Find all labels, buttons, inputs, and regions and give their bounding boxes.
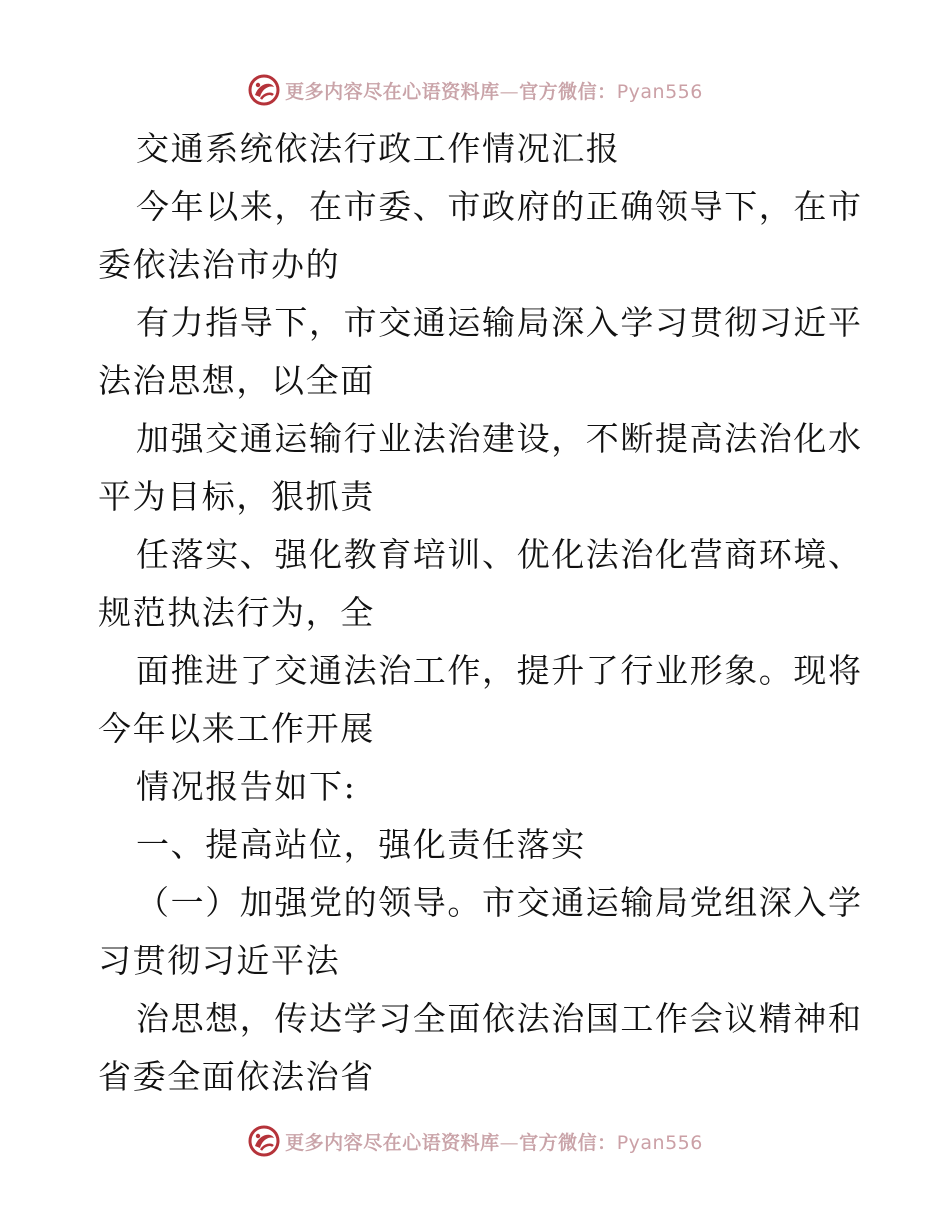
red-swirl-logo-icon	[247, 73, 281, 107]
paragraph-line: 委依法治市办的	[98, 245, 341, 284]
footer-watermark	[0, 1121, 950, 1161]
watermark-text: 更多内容尽在心语资料库—官方微信：Pyan556	[285, 80, 703, 103]
paragraph-line: （一）加强党的领导。市交通运输局党组深入学	[136, 883, 863, 922]
paragraph-line: 规范执法行为，全	[98, 593, 375, 632]
paragraph-line: 有力指导下，市交通运输局深入学习贯彻习近平	[136, 303, 863, 342]
paragraph-line: 任落实、强化教育培训、优化法治化营商环境、	[136, 535, 863, 574]
paragraph-line: 平为目标，狠抓责	[98, 477, 375, 516]
paragraph-line: 省委全面依法治省	[98, 1057, 375, 1096]
paragraph-line: 治思想，传达学习全面依法治国工作会议精神和	[136, 999, 863, 1038]
paragraph-line: 面推进了交通法治工作，提升了行业形象。现将	[136, 651, 863, 690]
paragraph-line: 法治思想，以全面	[98, 361, 375, 400]
header-watermark	[0, 70, 950, 110]
paragraph-line: 情况报告如下:	[136, 767, 357, 806]
section-heading: 一、提高站位，强化责任落实	[136, 825, 586, 864]
paragraph-line: 今年以来工作开展	[98, 709, 375, 748]
paragraph-line: 今年以来，在市委、市政府的正确领导下，在市	[136, 187, 863, 226]
document-title: 交通系统依法行政工作情况汇报	[136, 129, 621, 168]
watermark-text: 更多内容尽在心语资料库—官方微信：Pyan556	[285, 1131, 703, 1154]
red-swirl-logo-icon	[247, 1124, 281, 1158]
document-body	[98, 120, 868, 1106]
paragraph-line: 习贯彻习近平法	[98, 941, 341, 980]
paragraph-line: 加强交通运输行业法治建设，不断提高法治化水	[136, 419, 863, 458]
